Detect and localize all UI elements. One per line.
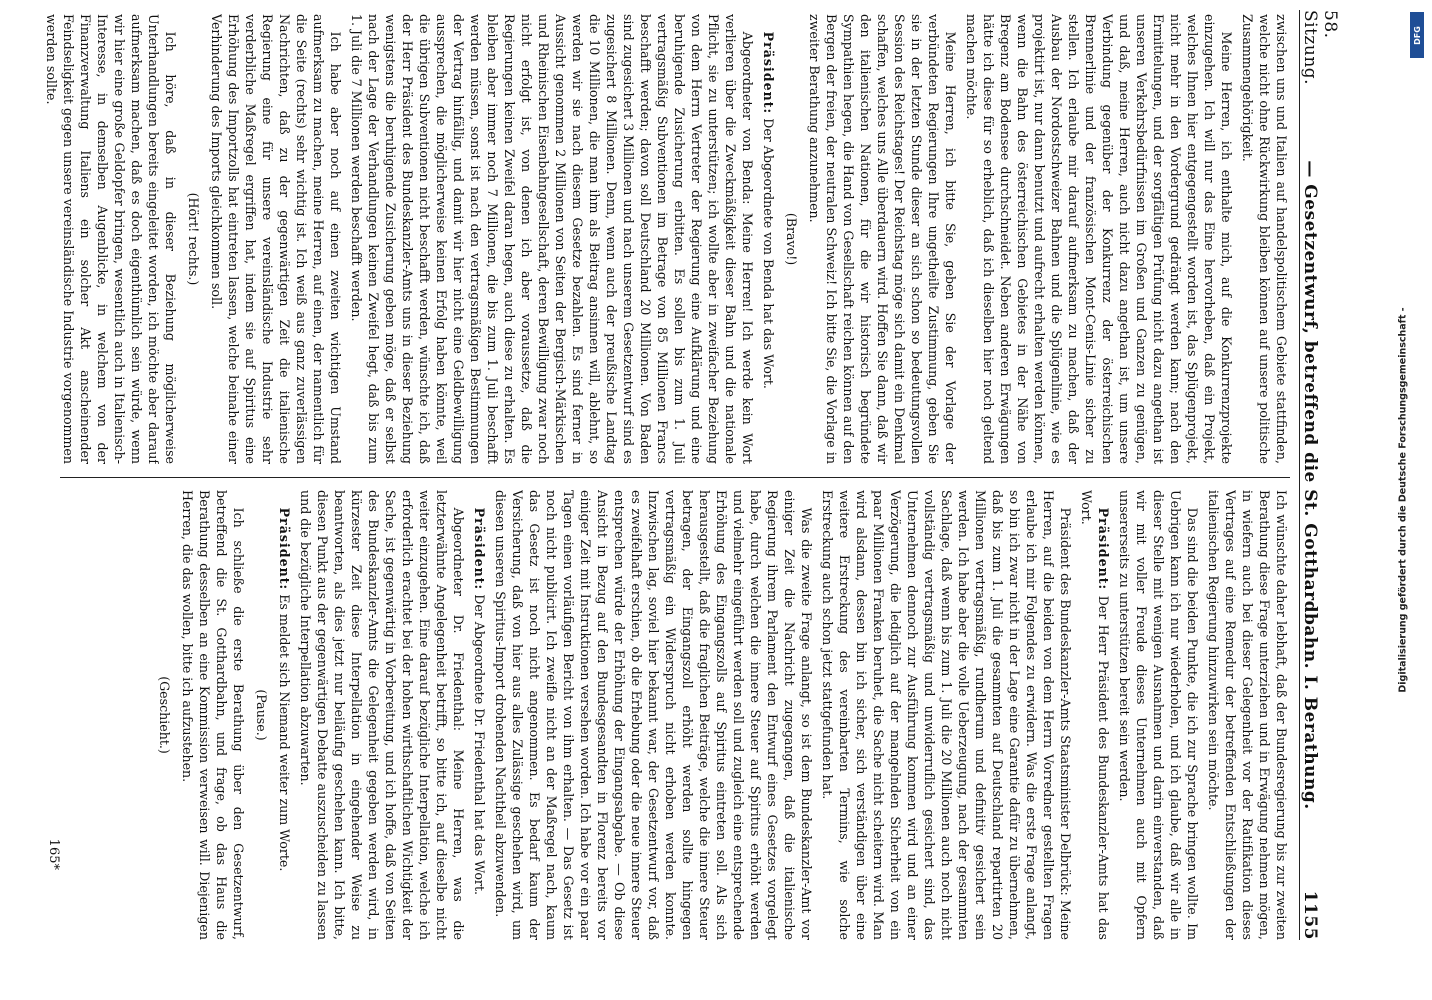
document-page xyxy=(16,0,1386,960)
page-title: — Gesetzentwurf, betreffend die St. Gotthardbahn. I. Berathung. xyxy=(1300,160,1320,810)
speaker-label: Präsident: xyxy=(1096,507,1111,591)
column-divider xyxy=(60,477,1290,478)
speaker-label: Präsident: xyxy=(761,31,776,115)
paragraph: Was die zweite Frage anlangt, so ist dem Bundeskanzler-Amt vor einiger Zeit die Nachricht zugegangen, daß die italienische Regierung ihrem Parlament den Entwurf eines Gesetzes vorgelegt habe, durch welchen die innere Steuer auf Spiritus erhöht werden und vielmehr eingeführt werden soll und zugleich eine entsprechende Erhöhung des Eingangszolls auf Spiritus eintreten soll. Als sich herausgestellt, daß die fraglichen Beiträge, welche die innere Steuer betragen, der Eingangszoll erhöht werden sollte hingegen vertragsmäßig ein Widerspruch nicht erhoben werden konnte. Inzwischen lag, soviel hier bekannt war, der Gesetzentwurf vor, daß es zweifelhaft erschien, ob die Erhebung oder die neue innere Steuer entsprechen würde der Erhöhung der Eingangsabgabe. — Ob diese Ansicht in Bezug auf den Bundesgesandten in Florenz bereits vor einiger Zeit mit Instruktionen versehen worden. Ich habe vor ein paar Tagen einen vorläufigen Bericht von ihm erhalten. — Das Gesetz ist noch nicht publicirt. Ich zweifle nicht an der Maßregel nach, kaum das Gesetz ist noch nicht angenommen. Es bedarf kaum der Versicherung, daß von hier aus alles Zulässige geschehen wird, um diesen unseren Spiritus-Import drohenden Nachtheil abzuwenden. xyxy=(493,490,814,940)
speaker-paragraph xyxy=(471,490,488,940)
interjection: (Bravo!) xyxy=(784,212,799,266)
interjection: (Hört! rechts.) xyxy=(186,192,201,286)
paragraph: Ich wünschte daher lebhaft, daß der Bundesregierung bis zur zweiten Berathung diese Frage unterziehen und in Erwägung nehmen mögen, in wiefern auch bei dieser Gelegenheit vor der Ratifikation dieses Vertrages auf eine Remedur der betreffenden Entschließungen der italienischen Regierung hinzuwirken sein möchte. xyxy=(1206,490,1289,940)
paragraph-text: Der Abgeordnete Dr. Friedenthal hat das Wort. xyxy=(472,594,487,896)
paragraph: Ich habe aber noch auf einen zweiten wichtigen Umstand aufmerksam zu machen, meine Herren, auf einen, der namentlich für die Seite (rechts) sehr wichtig ist. Ich weiß aus ganz zuverlässigen Nachrichten, daß zu der gegenwärtigen Zeit die italienische Regierung eine für unsere vereinsländische Industrie sehr verderbliche Maßregel ergriffen hat, indem sie auf Spiritus eine Erhöhung des Importzolls hat eintreten lassen, welche beinahe einer Verhinderung des Imports gleichkommen soll. xyxy=(209,14,343,464)
page-header xyxy=(1299,10,1340,940)
speaker-paragraph xyxy=(760,14,777,464)
interjection: (Pause.) xyxy=(254,689,269,741)
paragraph: Ich schließe die erste Berathung über den Gesetzentwurf, betreffend die St. Gotthardbahn, und frage, ob das Haus die Berathung desselben an eine Kommission verweisen will. Diejenigen Herren, die das wollen, bitte ich aufzustehen. xyxy=(180,490,246,940)
session-label: 58. Sitzung. xyxy=(1300,10,1340,86)
interjection: (Geschieht.) xyxy=(157,676,172,754)
paragraph: Ich höre, daß in dieser Beziehung möglicherweise Unterhandlungen bereits eingeleitet worden, ich möchte aber darauf aufmerksam machen, daß es doch eigenthümlich sein würde, wenn wir hier eine große Geldopfer bringen, wesentlich auch in Italienisch-Interesse, in demselben Augenblicke, in welchem von der Finanzverwaltung Italiens ein solcher Akt anscheinender Feindseligkeit gegen unsere vereinsländische Industrie vorgenommen werden sollte. xyxy=(44,14,178,464)
speaker-label: Präsident: xyxy=(472,507,487,591)
left-column xyxy=(40,14,1290,464)
speaker-paragraph xyxy=(276,490,293,940)
signature-mark: 165* xyxy=(46,838,61,870)
paragraph-text: Der Herr Präsident des Bundeskanzler-Amts hat das Wort. xyxy=(1079,490,1111,940)
dfg-logo-label: DFG xyxy=(1412,25,1422,45)
paragraph: Abgeordneter Dr. Friedenthal: Meine Herren, was die letzterwähnte Angelegenheit betrifft, so bitte ich, auf dieselbe nicht weiter einzugehen. Eine darauf bezügliche Interpellation, welche ich erforderlich erachtet bei der hohen wirthschaftlichen Wichtigkeit der Sache, ist gegenwärtig in Vorbereitung, und ich hoffe, daß von Seiten des Bundeskanzler-Amts die Gelegenheit gegeben werden wird, in kürzester Zeit diese Interpellation in eingehender Weise zu beantworten, als dies jetzt nur beiläufig geschehen kann. Ich bitte, diesen Punkt aus der gegenwärtigen Debatte auszuscheiden zu lassen und die bezügliche Interpellation abzuwarten. xyxy=(298,490,466,940)
paragraph: Meine Herren, ich bitte Sie, geben Sie der Vorlage der verbündeten Regierungen Ihre ungetheilte Zustimmung, geben Sie sie in der letzten Stunde dieser an sich schon so bedeutungsvollen Session des Reichstages! Der Reichstag möge sich damit ein Denkmal schaffen, welches uns Alle überdauern wird. Hoffen Sie dann, daß wir den italienischen Nationen, für die wir historisch begründete Sympathien hegen, die Hand von Gesellschaft reichen können auf den Bergen der freien, der neutralen Schweiz! Ich bitte Sie, die Vorlage in zweiter Berathung anzunehmen. xyxy=(807,14,958,464)
paragraph: zwischen uns und Italien auf handelspolitischem Gebiete stattfinden, welche nicht ohne Rückwirkung bleiben können auf unsere politische Zusammengehörigkeit. xyxy=(1240,14,1289,464)
dfg-credit: Digitalisierung gefördert durch die Deutsche Forschungsgemeinschaft - xyxy=(1397,307,1409,693)
speaker-paragraph xyxy=(1078,490,1112,940)
right-column xyxy=(40,490,1290,940)
paragraph: Präsident des Bundeskanzler-Amts Staatsminister Delbrück: Meine Herren, auf die beiden von dem Herrn Vorredner gestellten Fragen erlaube ich mir Folgendes zu erwidern. Was die erste Frage anlangt, so bin ich zwar nicht in der Lage eine Garantie dafür zu übernehmen, daß bis zum 1. Juli die gesammten auf Deutschland repartirten 20 Millionen vertragsmäßig, rundherum und definitiv gesichert sein werden. Ich habe aber die volle Ueberzeugung, nach der gesammten Sachlage, daß wenn bis zum 1. Juli die 20 Millionen auch noch nicht vollständig vertragsmäßig und unwiderruflich gesichert sind, das Unternehmen dennoch zur Ausführung kommen wird und an einer Verzögerung, die lediglich auf der mangelnden Sicherheit von ein paar Millionen Franken beruhet, die Sache nicht scheitern wird. Man wird alsdann, dessen bin ich sicher, sich verständigen über eine weitere Erstreckung des vereinbarten Termins, wie solche Erstreckung auch schon jetzt stattgefunden hat. xyxy=(820,490,1073,940)
paragraph-text: Es meldet sich Niemand weiter zum Worte. xyxy=(277,594,292,872)
dfg-logo-icon xyxy=(1410,12,1424,58)
paragraph-text: Der Abgeordnete von Benda hat das Wort. xyxy=(761,118,776,389)
paragraph: Das sind die beiden Punkte, die ich zur Sprache bringen wollte. Im Uebrigen kann ich nur wiederholen, und ich glaube, daß wir alle in dieser Stelle mit wenigen Ausnahmen und darin einverstanden, daß wir mit voller Freude dieses Unternehmen auch mit Opfern unsererseits zu unterstützen bereit sein werden. xyxy=(1117,490,1200,940)
paragraph: Abgeordneter von Benda: Meine Herren! Ich werde kein Wort verlieren über die Zweckmäßigkeit dieser Bahn und die nationale Pflicht, sie zu unterstützen; ich wollte aber in zweifacher Beziehung von dem Herrn Vertreter der Regierung eine Aufklärung und eine beruhigende Zusicherung erbitten. Es sollen bis zum 1. Juli vertragsmäßig Subventionen im Betrage von 85 Millionen Francs beschafft werden; davon soll Deutschland 20 Millionen. Von Baden sind zugesichert 3 Millionen und nach unserem Gesetzentwurf sind es zugesichert 8 Millionen. Denn, wenn auch der preußische Landtag die 10 Millionen, die man ihm als Beitrag ansinnen will, ablehnt, so werden wir sie nach diesem Gesetze bezahlen. Es sind ferner in Aussicht genommen 2 Millionen von Seiten der Bergisch-Märkischen und Rheinischen Eisenbahngesellschaft, deren Bewilligung zwar noch nicht erfolgt ist, von denen ich aber voraussetze, daß die Regierungen keinen Zweifel daran hegen, auch diese zu erhalten. Es bleiben aber immer noch 7 Millionen, die bis zum 1. Juli beschafft werden müssen, sonst ist nach den vertragsmäßigen Bestimmungen der Vertrag hinfällig, und damit wir hier nicht eine Geldbewilligung aussprechen, die möglicherweise keinen Erfolg haben könnte, weil die übrigen Subventionen nicht beschafft werden, wünschte ich, daß der Herr Präsident des Bundeskanzler-Amts uns in dieser Beziehung wenigstens die beruhigende Zusicherung geben möge, daß er selbst nach der Lage der Verhandlungen keinen Zweifel hegt, daß bis zum 1. Juli die 7 Millionen werden beschafft werden. xyxy=(349,14,755,464)
page-number: 1155 xyxy=(1300,890,1320,940)
speaker-label: Präsident: xyxy=(277,507,292,591)
paragraph: Meine Herren, ich enthalte mich, auf die Konkurrenzprojekte einzugehen. Ich will nur das Eine hervorheben, daß ein Projekt, welches Ihnen hier entgegengestellt worden ist, das Splügenprojekt, nicht mehr in den Vordergrund gedrängt werden kann; nach den Ermittelungen, und der sorgfältigen Prüfung nicht dazu angethan ist unseren Verkehrsbedürfnissen im Großen und Ganzen zu genügen, und daß, meine Herren, auch nicht dazu angethan ist, um unsere Verbindung gegenüber der Konkurrenz der österreichischen Brennerlinie und der französischen Mont-Cenis-Linie sicher zu stellen. Ich erlaube mir darauf aufmerksam zu machen, daß der Ausbau der Nordostschweizer Bahnen und die Splügenlinie, wie es projektirt ist, nur dann benutzt und aufrecht erhalten werden können, wenn die Bahn des österreichischen Gebietes in der Nähe von Bregenz am Bodensee durchschneidet. Neben anderen Erwägungen hätte ich diese für so erheblich, daß ich dieselben hier noch geltend machen möchte. xyxy=(964,14,1234,464)
